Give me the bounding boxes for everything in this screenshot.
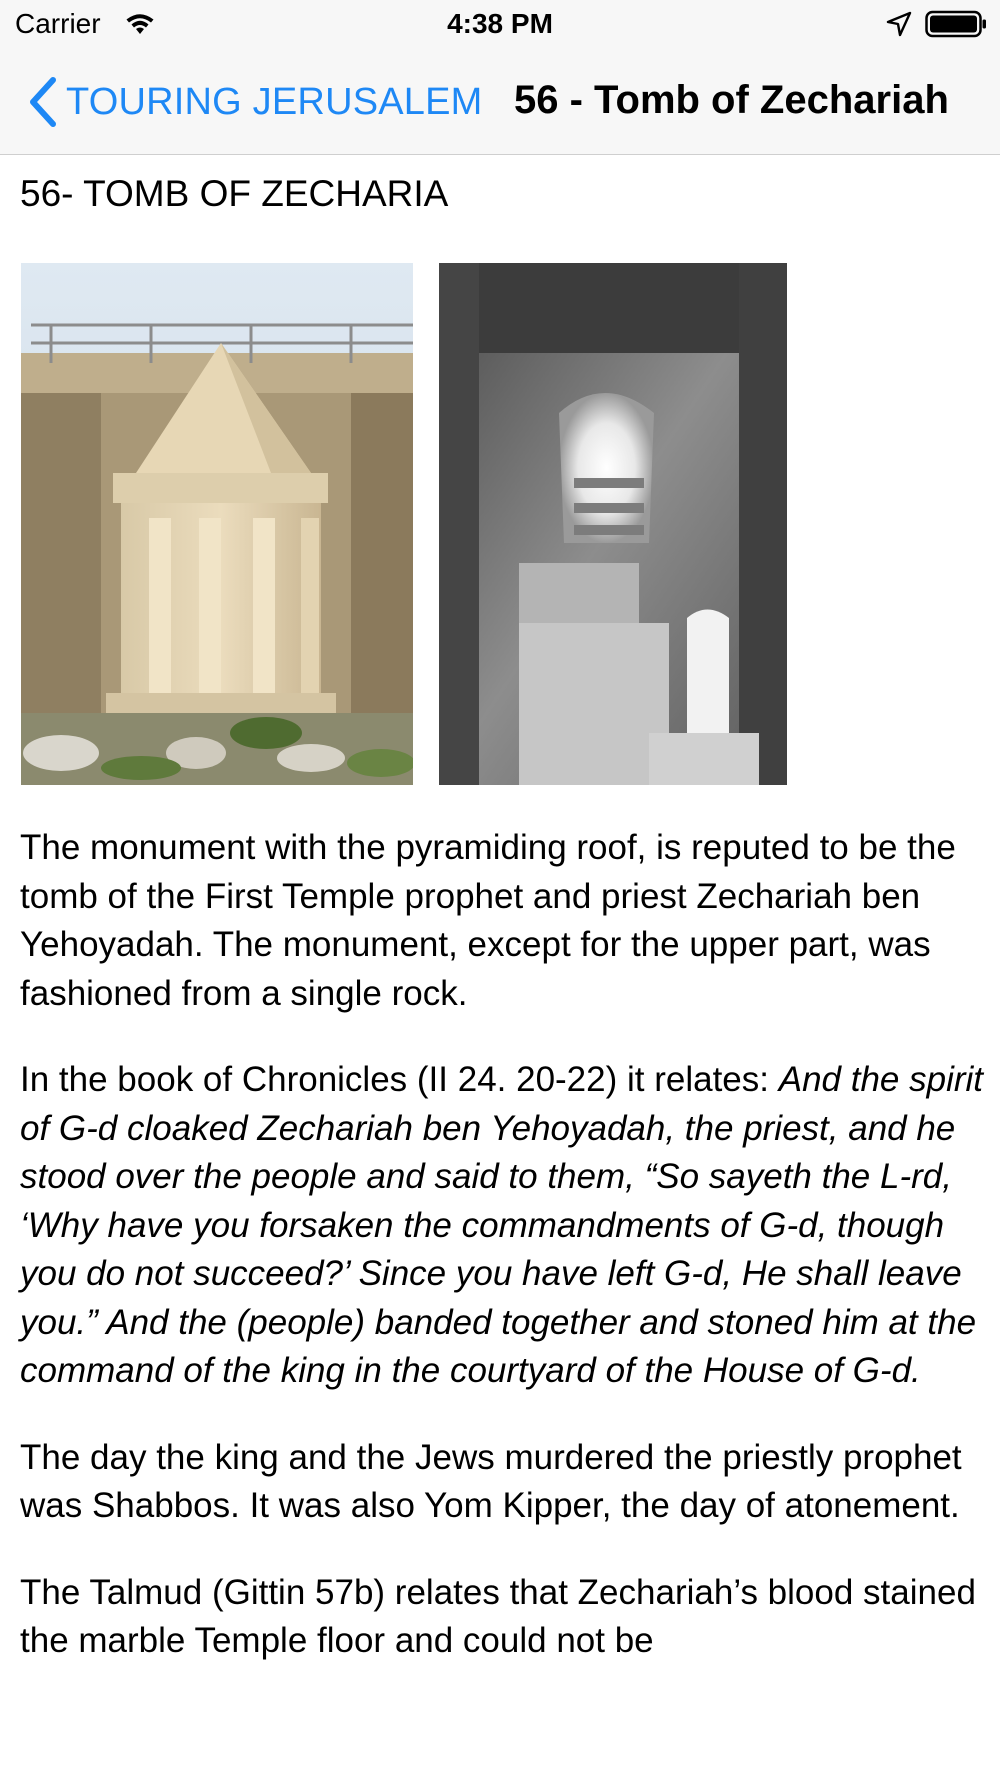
scripture-quote: And the spirit of G-d cloaked Zechariah ben Yehoyadah, the priest, and he stood over the people and said to them, “So sayeth the L-rd, ‘Why have you forsaken the commandments of G-d, though you do not succeed?’ Since you have left G-d, He shall leave you.” And the (people) banded together and stoned him at the command of the king in the courtyard of the House of G-d. xyxy=(20,1060,984,1390)
article-heading: 56- TOMB OF ZECHARIA xyxy=(20,173,449,214)
tomb-photo xyxy=(21,263,413,785)
article-content xyxy=(20,155,984,1660)
paragraph xyxy=(20,1056,990,1396)
back-button[interactable] xyxy=(26,74,483,130)
back-button-label: TOURING JERUSALEM xyxy=(66,80,483,123)
status-time: 4:38 PM xyxy=(447,8,553,39)
page-title: 56 - Tomb of Zechariah xyxy=(514,78,949,122)
article-body xyxy=(20,824,990,1704)
paragraph-intro: In the book of Chronicles (II 24. 20-22) it relates: xyxy=(20,1060,779,1099)
paragraph: The Talmud (Gittin 57b) relates that Zechariah’s blood stained the marble Temple floor and could not be xyxy=(20,1572,976,1660)
status-bar xyxy=(0,0,1000,50)
navigation-bar xyxy=(0,50,1000,155)
carrier-label: Carrier xyxy=(15,8,101,39)
article-images xyxy=(20,263,980,785)
paragraph: The day the king and the Jews murdered the priestly prophet was Shabbos. It was also Yom Kipper, the day of atonement. xyxy=(20,1437,962,1525)
location-icon xyxy=(886,11,912,37)
chevron-left-icon xyxy=(26,75,60,129)
tomb-interior-photo xyxy=(439,263,787,785)
paragraph: The monument with the pyramiding roof, is reputed to be the tomb of the First Temple prophet and priest Zechariah ben Yehoyadah. The monument, except for the upper part, was fashioned from a single rock. xyxy=(20,828,956,1013)
battery-icon xyxy=(925,10,987,38)
